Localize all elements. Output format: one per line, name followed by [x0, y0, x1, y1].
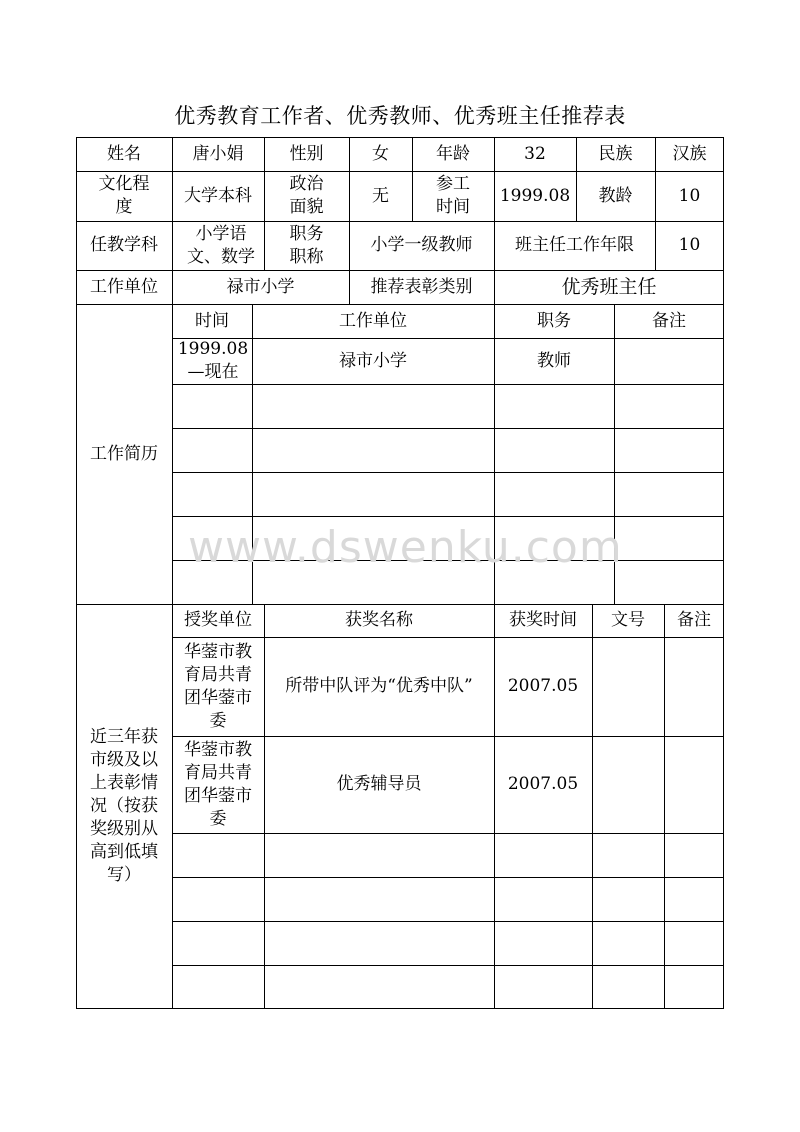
ethnicity-label: 民族: [598, 143, 633, 164]
award-row-name: 所带中队评为“优秀中队”: [285, 676, 473, 696]
col-divider: [592, 604, 593, 1009]
resume-header-time: 时间: [195, 310, 229, 331]
hr-years-value: 10: [678, 235, 701, 255]
subject-value: 小学语文、数学: [187, 223, 255, 267]
row-divider: [172, 516, 724, 517]
ethnicity-value: 汉族: [672, 143, 707, 164]
col-divider: [664, 604, 665, 1009]
award-type-value: 优秀班主任: [561, 275, 657, 298]
age-label: 年龄: [436, 143, 470, 164]
row-divider: [172, 384, 724, 385]
name-label: 姓名: [107, 143, 141, 164]
award-row-date: 2007.05: [507, 676, 579, 696]
gender-label: 性别: [289, 143, 324, 164]
row-divider: [172, 428, 724, 429]
education-label: 文化程度: [98, 174, 150, 217]
form-title: 优秀教育工作者、优秀教师、优秀班主任推荐表: [174, 104, 626, 128]
resume-row-position: 教师: [537, 350, 571, 371]
row-divider: [172, 965, 724, 966]
teaching-years-label: 教龄: [598, 185, 633, 206]
name-value: 唐小娟: [192, 143, 244, 164]
award-type-label: 推荐表彰类别: [370, 276, 473, 297]
awards-header-date: 获奖时间: [509, 610, 577, 630]
resume-header-unit: 工作单位: [339, 310, 407, 331]
row-divider: [172, 921, 724, 922]
row-divider: [172, 877, 724, 878]
award-row-date: 2007.05: [507, 774, 579, 794]
awards-header-org: 授奖单位: [184, 610, 252, 630]
resume-row-time: 1999.08—现在: [177, 339, 249, 382]
watermark: www.dswenku.com: [188, 522, 623, 573]
education-value: 大学本科: [184, 185, 252, 206]
teaching-years-value: 10: [678, 185, 701, 206]
age-value: 32: [524, 143, 546, 164]
resume-header-position: 职务: [537, 310, 571, 331]
politics-value: 无: [372, 185, 389, 206]
awards-section-label: 近三年获市级及以上表彰情况（按获奖级别从高到低填写）: [90, 727, 158, 885]
job-title-label: 职务职称: [289, 223, 324, 267]
resume-section-label: 工作简历: [90, 443, 158, 464]
award-row-org: 华蓥市教育局共青团华蓥市委: [184, 739, 252, 829]
subject-label: 任教学科: [90, 235, 158, 255]
hr-years-label: 班主任工作年限: [515, 235, 634, 255]
award-row-org: 华蓥市教育局共青团华蓥市委: [184, 641, 252, 731]
gender-value: 女: [372, 143, 389, 164]
unit-label: 工作单位: [90, 276, 158, 297]
unit-value: 禄市小学: [226, 276, 295, 297]
resume-row-unit: 禄市小学: [339, 350, 407, 371]
work-start-label: 参工时间: [436, 174, 470, 217]
job-title-value: 小学一级教师: [370, 235, 473, 255]
col-divider: [172, 137, 173, 1009]
resume-header-note: 备注: [652, 310, 686, 331]
awards-header-doc: 文号: [611, 610, 645, 630]
politics-label: 政治面貌: [289, 174, 324, 217]
award-row-name: 优秀辅导员: [336, 774, 422, 794]
awards-header-name: 获奖名称: [345, 610, 413, 630]
row-divider: [172, 472, 724, 473]
awards-header-note: 备注: [677, 610, 711, 630]
row-divider: [172, 833, 724, 834]
work-start-value: 1999.08: [499, 185, 571, 206]
